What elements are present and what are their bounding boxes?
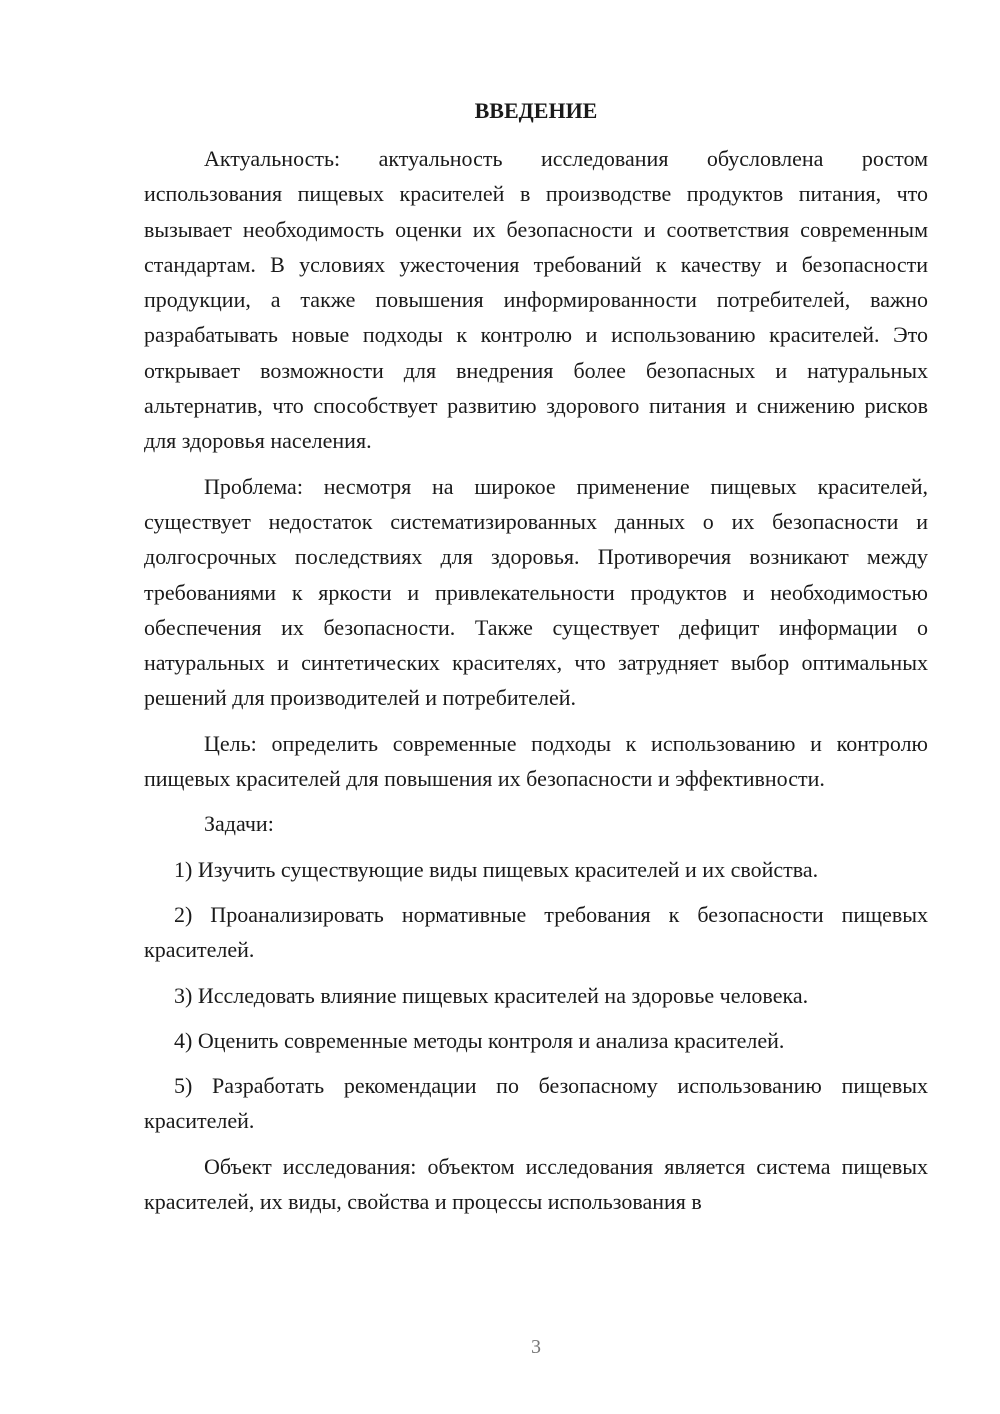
task-item-1: 1) Изучить существующие виды пищевых красителей и их свойства. [174,856,819,882]
task-item-2: 2) Проанализировать нормативные требования к безопасности пищевых красителей. [144,901,928,963]
paragraph-relevance: Актуальность: актуальность исследования обусловлена ростом использования пищевых красителей в производстве продуктов питания, что вызывает необходимость оценки их безопасности и соответствия современным стандартам. В условиях ужесточения требований к качеству и безопасности продукции, а также повышения информированности потребителей, важно разрабатывать новые подходы к контролю и использованию красителей. Это открывает возможности для внедрения более безопасных и натуральных альтернатив, что способствует развитию здорового питания и снижению рисков для здоровья населения. [144,146,928,454]
page-title: ВВЕДЕНИЕ [474,98,598,123]
page-number: 3 [531,1336,541,1358]
task-item-3: 3) Исследовать влияние пищевых красителей на здоровье человека. [174,982,809,1008]
paragraph-goal: Цель: определить современные подходы к использованию и контролю пищевых красителей для повышения их безопасности и эффективности. [144,730,928,792]
task-item-5: 5) Разработать рекомендации по безопасному использованию пищевых красителей. [144,1073,928,1134]
paragraph-object: Объект исследования: объектом исследования является система пищевых красителей, их виды, свойства и процессы использования в [144,1153,928,1215]
task-item-4: 4) Оценить современные методы контроля и анализа красителей. [174,1027,785,1053]
paragraph-tasks-heading: Задачи: [204,811,274,837]
paragraph-problem: Проблема: несмотря на широкое применение пищевых красителей, существует недостаток систематизированных данных о их безопасности и долгосрочных последствиях для здоровья. Противоречия возникают между требованиями к яркости и привлекательности продуктов и необходимостью обеспечения их безопасности. Также существует дефицит информации о натуральных и синтетических красителях, что затрудняет выбор оптимальных решений для производителей и потребителей. [144,473,928,711]
document-body [144,141,928,1219]
